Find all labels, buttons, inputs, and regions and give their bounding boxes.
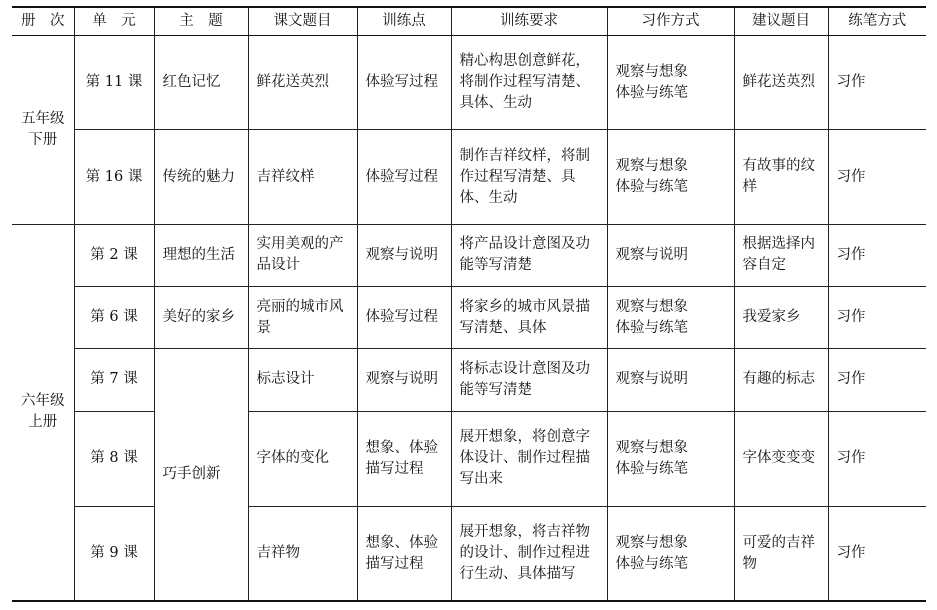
- header-lesson-title: 课文题目: [248, 7, 357, 36]
- table-row: [12, 36, 926, 130]
- practice-mode-cell: 习作: [828, 411, 926, 506]
- header-row: [12, 7, 926, 36]
- suggested-topic-cell: 鲜花送英烈: [734, 36, 828, 130]
- header-writing-mode: 习作方式: [607, 7, 734, 36]
- book-label: 六年级 上册: [21, 393, 65, 431]
- training-requirement-cell: 将家乡的城市风景描写清楚、具体: [451, 287, 607, 349]
- theme-cell: 红色记忆: [154, 36, 248, 130]
- lesson-title-cell: 字体的变化: [248, 411, 357, 506]
- theme-cell: 传统的魅力: [154, 130, 248, 224]
- curriculum-table: [12, 6, 926, 602]
- theme-cell: 美好的家乡: [154, 287, 248, 349]
- table-row: [12, 224, 926, 286]
- suggested-topic-cell: 有趣的标志: [734, 349, 828, 411]
- training-requirement-cell: 将产品设计意图及功能等写清楚: [451, 224, 607, 286]
- unit-cell: 第 8 课: [74, 411, 154, 506]
- training-requirement-cell: 将标志设计意图及功能等写清楚: [451, 349, 607, 411]
- theme-cell: 理想的生活: [154, 224, 248, 286]
- practice-mode-cell: 习作: [828, 224, 926, 286]
- theme-cell: 巧手创新: [154, 349, 248, 601]
- lesson-title-cell: 吉祥物: [248, 507, 357, 601]
- writing-mode-cell: 观察与想象 体验与练笔: [607, 411, 734, 506]
- lesson-title-cell: 亮丽的城市风景: [248, 287, 357, 349]
- training-point-cell: 观察与说明: [357, 349, 451, 411]
- header-training-requirement: 训练要求: [451, 7, 607, 36]
- writing-mode-cell: 观察与想象 体验与练笔: [607, 287, 734, 349]
- lesson-title-cell: 实用美观的产品设计: [248, 224, 357, 286]
- writing-mode-cell: 观察与说明: [607, 224, 734, 286]
- writing-mode-cell: 观察与想象 体验与练笔: [607, 507, 734, 601]
- table-row: [12, 411, 926, 506]
- training-requirement-cell: 精心构思创意鲜花，将制作过程写清楚、具体、生动: [451, 36, 607, 130]
- suggested-topic-cell: 有故事的纹样: [734, 130, 828, 224]
- suggested-topic-cell: 可爱的吉祥物: [734, 507, 828, 601]
- training-point-cell: 体验写过程: [357, 287, 451, 349]
- practice-mode-cell: 习作: [828, 36, 926, 130]
- unit-cell: 第 16 课: [74, 130, 154, 224]
- table-row: [12, 130, 926, 224]
- table-row: [12, 507, 926, 601]
- unit-cell: 第 6 课: [74, 287, 154, 349]
- unit-cell: 第 11 课: [74, 36, 154, 130]
- book-label: 五年级 下册: [21, 110, 65, 148]
- training-point-cell: 体验写过程: [357, 36, 451, 130]
- practice-mode-cell: 习作: [828, 507, 926, 601]
- unit-cell: 第 2 课: [74, 224, 154, 286]
- training-point-cell: 想象、体验描写过程: [357, 507, 451, 601]
- practice-mode-cell: 习作: [828, 287, 926, 349]
- table-row: [12, 349, 926, 411]
- training-requirement-cell: 展开想象，将创意字体设计、制作过程描写出来: [451, 411, 607, 506]
- training-point-cell: 观察与说明: [357, 224, 451, 286]
- writing-mode-cell: 观察与想象 体验与练笔: [607, 130, 734, 224]
- writing-mode-cell: 观察与说明: [607, 349, 734, 411]
- book-cell: [12, 224, 74, 601]
- training-requirement-cell: 制作吉祥纹样，将制作过程写清楚、具体、生动: [451, 130, 607, 224]
- unit-cell: 第 7 课: [74, 349, 154, 411]
- lesson-title-cell: 吉祥纹样: [248, 130, 357, 224]
- book-cell: [12, 36, 74, 225]
- unit-cell: 第 9 课: [74, 507, 154, 601]
- lesson-title-cell: 标志设计: [248, 349, 357, 411]
- lesson-title-cell: 鲜花送英烈: [248, 36, 357, 130]
- table-row: [12, 287, 926, 349]
- suggested-topic-cell: 字体变变变: [734, 411, 828, 506]
- training-requirement-cell: 展开想象，将吉祥物的设计、制作过程进行生动、具体描写: [451, 507, 607, 601]
- header-training-point: 训练点: [357, 7, 451, 36]
- header-unit: 单 元: [74, 7, 154, 36]
- header-theme: 主 题: [154, 7, 248, 36]
- header-book: 册 次: [12, 7, 74, 36]
- header-practice-mode: 练笔方式: [828, 7, 926, 36]
- suggested-topic-cell: 根据选择内容自定: [734, 224, 828, 286]
- suggested-topic-cell: 我爱家乡: [734, 287, 828, 349]
- training-point-cell: 体验写过程: [357, 130, 451, 224]
- training-point-cell: 想象、体验描写过程: [357, 411, 451, 506]
- practice-mode-cell: 习作: [828, 349, 926, 411]
- writing-mode-cell: 观察与想象 体验与练笔: [607, 36, 734, 130]
- header-suggested-topic: 建议题目: [734, 7, 828, 36]
- practice-mode-cell: 习作: [828, 130, 926, 224]
